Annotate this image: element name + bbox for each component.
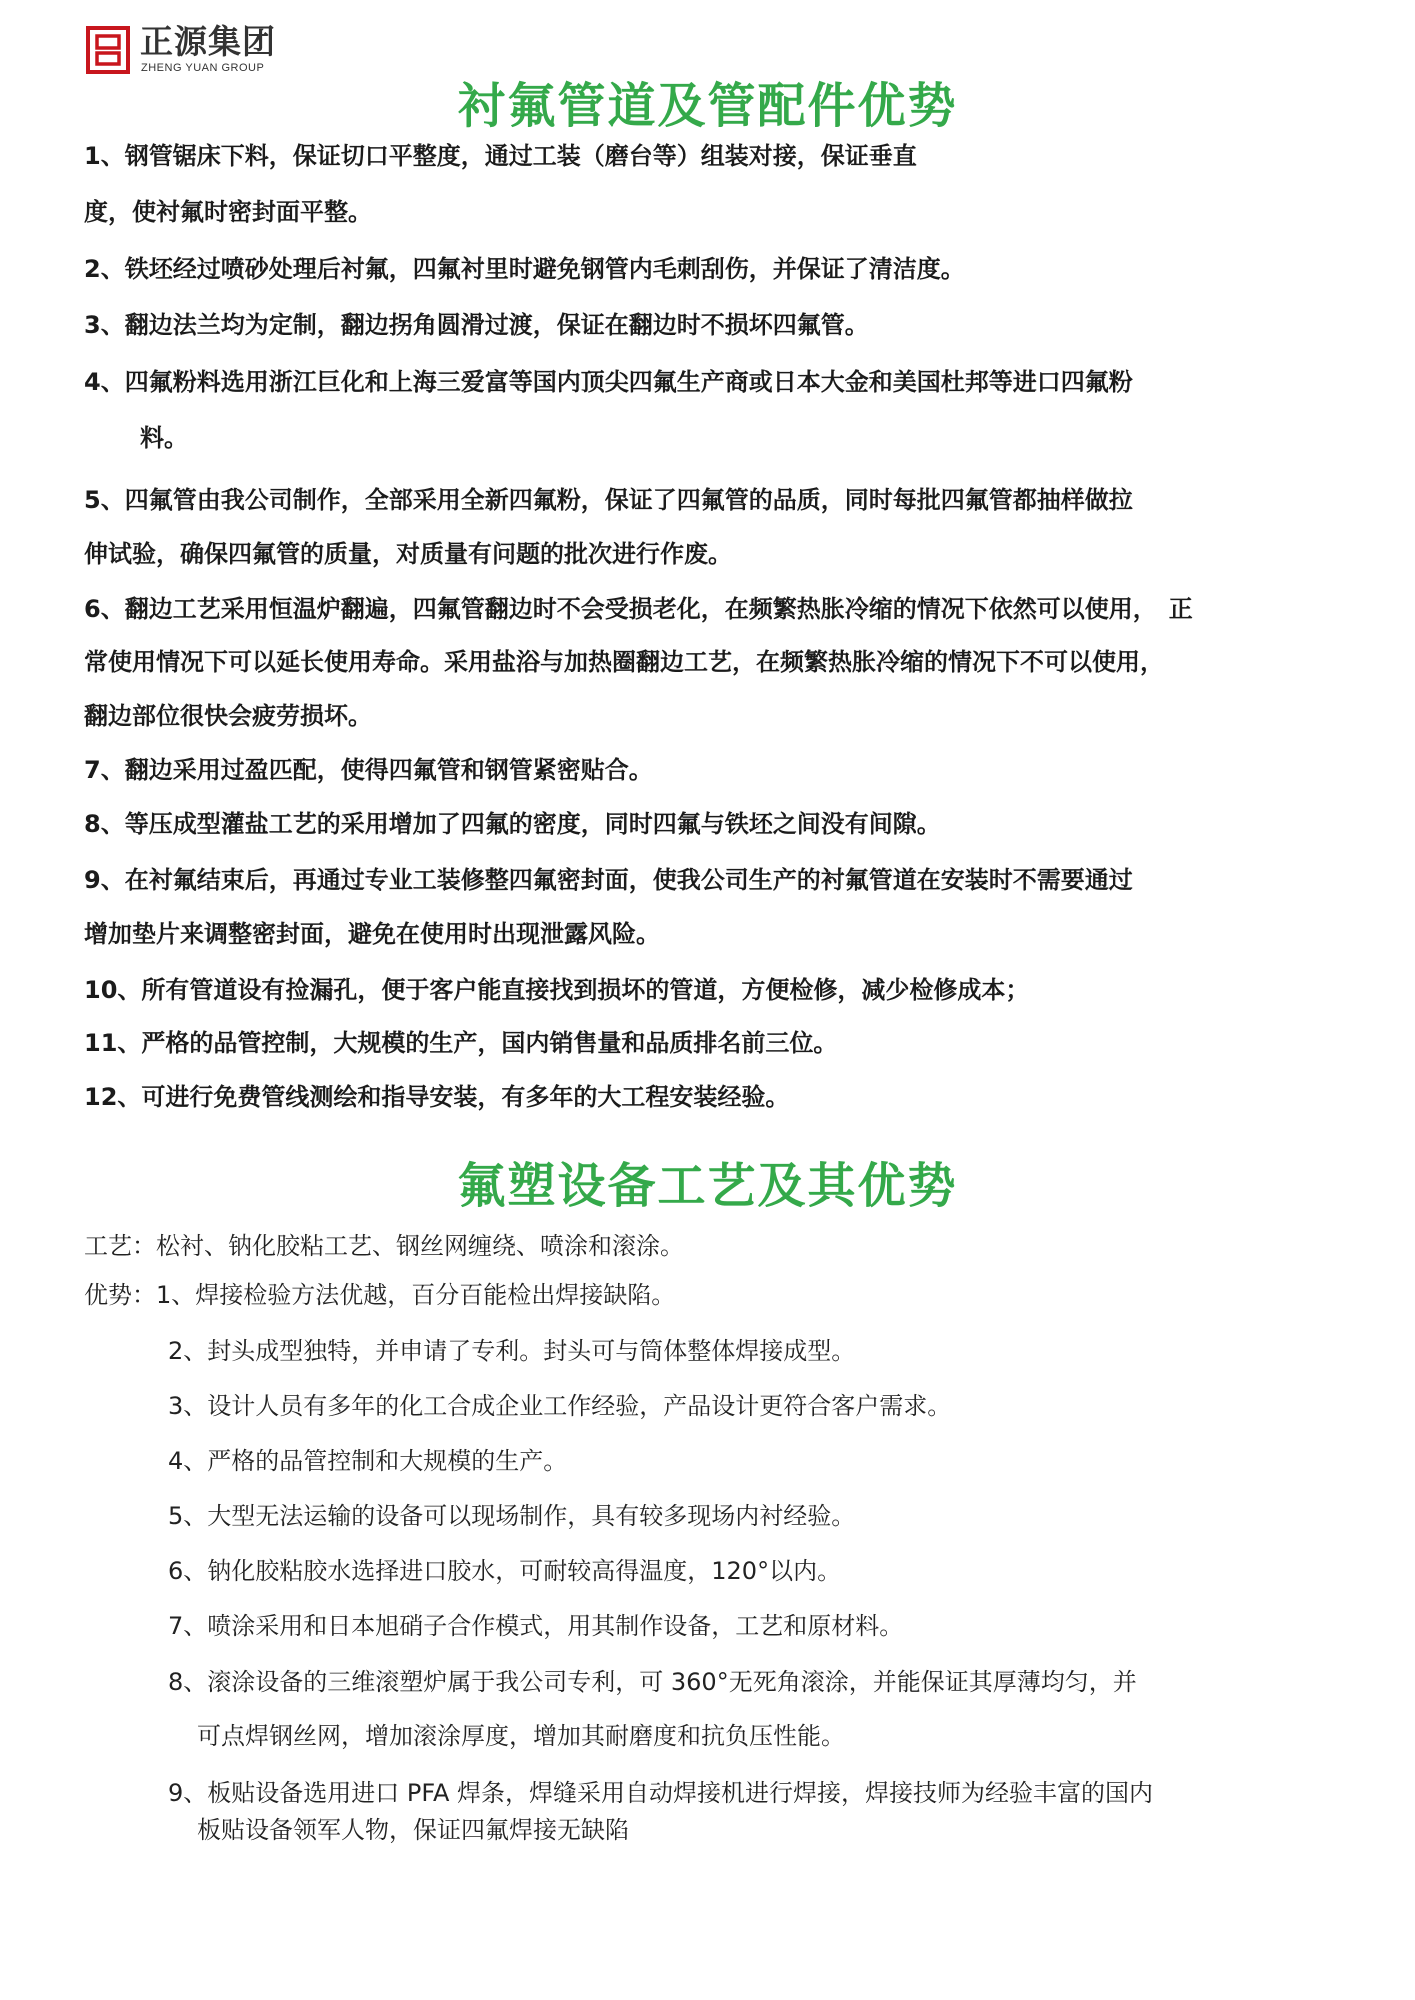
section2-line: 4、严格的品管控制和大规模的生产。	[168, 1447, 568, 1475]
section1-line: 9、在衬氟结束后，再通过专业工装修整四氟密封面，使我公司生产的衬氟管道在安装时不需要通过	[84, 866, 1133, 894]
section2-line: 3、设计人员有多年的化工合成企业工作经验，产品设计更符合客户需求。	[168, 1392, 952, 1420]
section2-line: 优势：1、焊接检验方法优越，百分百能检出焊接缺陷。	[84, 1281, 676, 1309]
section1-line: 增加垫片来调整密封面，避免在使用时出现泄露风险。	[84, 920, 660, 948]
section2-line: 5、大型无法运输的设备可以现场制作，具有较多现场内衬经验。	[168, 1502, 856, 1530]
section1-line: 常使用情况下可以延长使用寿命。采用盐浴与加热圈翻边工艺，在频繁热胀冷缩的情况下不可以使用，	[84, 648, 1164, 676]
section1-line: 4、四氟粉料选用浙江巨化和上海三爱富等国内顶尖四氟生产商或日本大金和美国杜邦等进口四氟粉	[84, 368, 1133, 396]
logo-name-en: ZHENG YUAN GROUP	[141, 62, 265, 74]
section1-line: 2、铁坯经过喷砂处理后衬氟，四氟衬里时避免钢管内毛刺刮伤，并保证了清洁度。	[84, 255, 965, 283]
section1-line: 7、翻边采用过盈匹配，使得四氟管和钢管紧密贴合。	[84, 756, 653, 784]
logo-name-cn: 正源集团	[140, 22, 276, 61]
company-logo	[86, 22, 306, 82]
logo-mark-icon	[86, 26, 130, 74]
section2-line: 可点焊钢丝网，增加滚涂厚度，增加其耐磨度和抗负压性能。	[197, 1722, 845, 1750]
section2-title: 氟塑设备工艺及其优势	[457, 1158, 958, 1214]
section1-line: 8、等压成型灌盐工艺的采用增加了四氟的密度，同时四氟与铁坯之间没有间隙。	[84, 810, 941, 838]
section2-line: 8、滚涂设备的三维滚塑炉属于我公司专利，可 360°无死角滚涂，并能保证其厚薄均匀，并	[168, 1668, 1137, 1696]
section1-line: 5、四氟管由我公司制作，全部采用全新四氟粉，保证了四氟管的品质，同时每批四氟管都抽样做拉	[84, 486, 1133, 514]
section2-line: 6、钠化胶粘胶水选择进口胶水，可耐较高得温度，120°以内。	[168, 1557, 842, 1585]
section2-line: 板贴设备领军人物，保证四氟焊接无缺陷	[197, 1816, 629, 1844]
section1-line: 12、可进行免费管线测绘和指导安装，有多年的大工程安装经验。	[84, 1083, 790, 1111]
section1-title: 衬氟管道及管配件优势	[457, 78, 958, 134]
section1-line: 料。	[140, 424, 188, 452]
section1-line: 伸试验，确保四氟管的质量，对质量有问题的批次进行作废。	[84, 540, 732, 568]
section1-line: 度，使衬氟时密封面平整。	[84, 198, 372, 226]
section1-line: 11、严格的品管控制，大规模的生产，国内销售量和品质排名前三位。	[84, 1029, 838, 1057]
section1-line: 10、所有管道设有捡漏孔，便于客户能直接找到损坏的管道，方便检修，减少检修成本；	[84, 976, 1030, 1004]
section2-line: 7、喷涂采用和日本旭硝子合作模式，用其制作设备，工艺和原材料。	[168, 1612, 904, 1640]
section2-line: 9、板贴设备选用进口 PFA 焊条，焊缝采用自动焊接机进行焊接，焊接技师为经验丰富的国内	[168, 1779, 1154, 1807]
section1-line: 1、钢管锯床下料，保证切口平整度，通过工装（磨台等）组装对接，保证垂直	[84, 142, 917, 170]
section1-line: 3、翻边法兰均为定制，翻边拐角圆滑过渡，保证在翻边时不损坏四氟管。	[84, 311, 869, 339]
section2-line: 工艺：松衬、钠化胶粘工艺、钢丝网缠绕、喷涂和滚涂。	[84, 1232, 684, 1260]
section1-line: 翻边部位很快会疲劳损坏。	[84, 702, 372, 730]
section2-line: 2、封头成型独特，并申请了专利。封头可与筒体整体焊接成型。	[168, 1337, 856, 1365]
section1-line: 6、翻边工艺采用恒温炉翻遍，四氟管翻边时不会受损老化，在频繁热胀冷缩的情况下依然可以使用， 正	[84, 595, 1193, 623]
